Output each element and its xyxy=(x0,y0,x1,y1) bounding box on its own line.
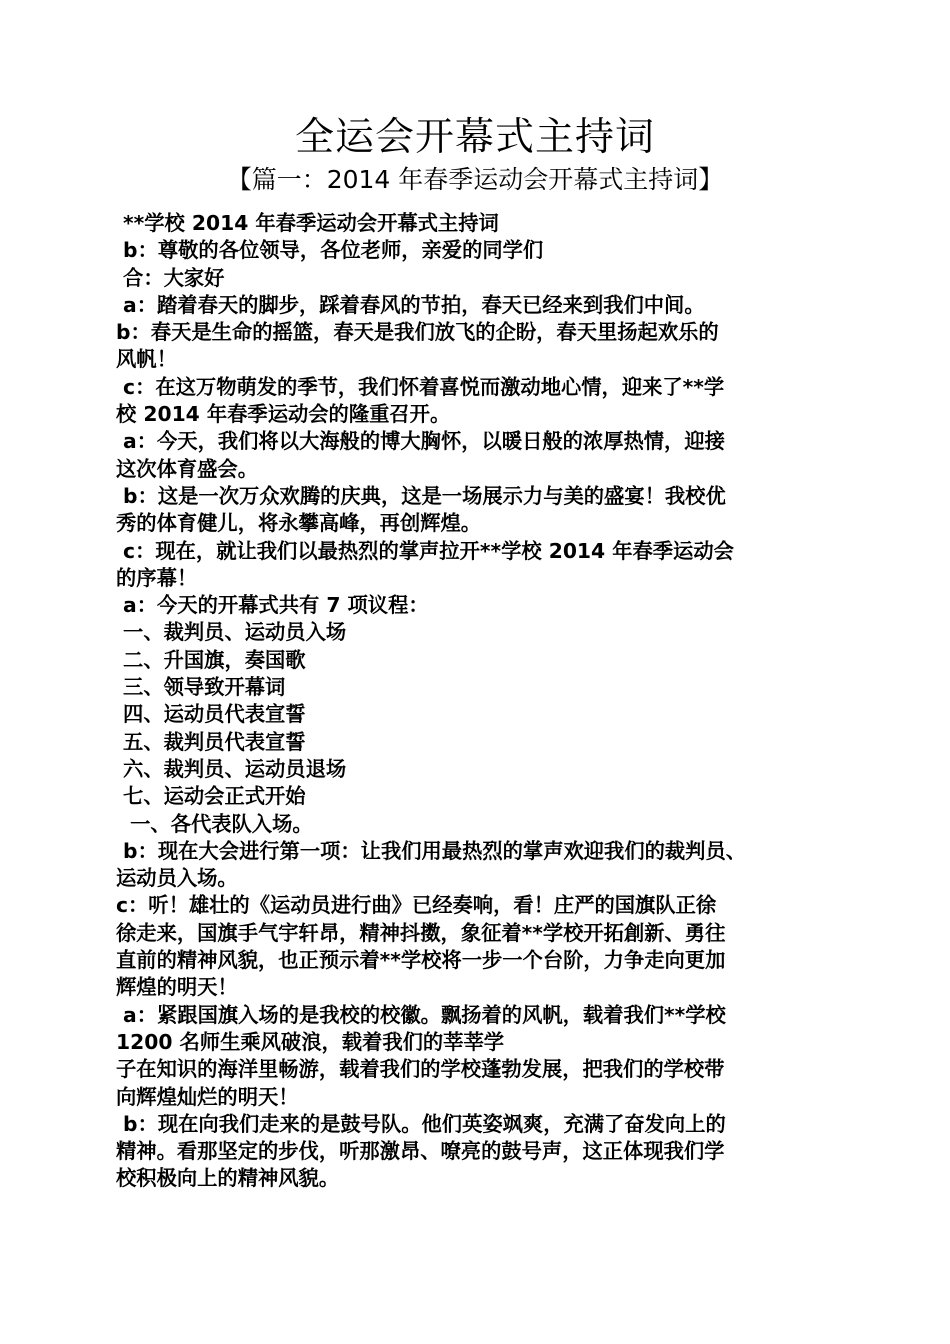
paragraph-line: 七、运动会正式开始 xyxy=(116,784,306,809)
paragraph-line: 1200 名师生乘风破浪，载着我们的莘莘学 xyxy=(116,1029,505,1054)
paragraph-line: a：今天，我们将以大海般的博大胸怀，以暖日般的浓厚热情，迎接 xyxy=(116,429,725,454)
paragraph-line: 风帆！ xyxy=(116,347,177,372)
document-body xyxy=(116,210,856,1193)
paragraph-line: 一、各代表队入场。 xyxy=(116,811,313,836)
paragraph-line: b：这是一次万众欢腾的庆典，这是一场展示力与美的盛宴！我校优 xyxy=(116,483,726,508)
paragraph-line: 二、升国旗，奏国歌 xyxy=(116,647,306,672)
paragraph-line: b：春天是生命的摇篮，春天是我们放飞的企盼，春天里扬起欢乐的 xyxy=(116,320,719,345)
paragraph-line: **学校 2014 年春季运动会开幕式主持词 xyxy=(116,211,499,235)
paragraph-line: 六、裁判员、运动员退场 xyxy=(116,756,347,781)
paragraph-line: 四、运动员代表宣誓 xyxy=(116,702,306,727)
paragraph-line: c：现在，就让我们以最热烈的掌声拉开**学校 2014 年春季运动会 xyxy=(116,538,734,563)
paragraph-line: 运动员入场。 xyxy=(116,866,238,891)
document-title: 全运会开幕式主持词 xyxy=(294,115,655,160)
paragraph-line: c：听！雄壮的《运动员进行曲》已经奏响，看！庄严的国旗队正徐 xyxy=(116,893,717,918)
paragraph-line: 直前的精神风貌，也正预示着**学校将一步一个台阶，力争走向更加 xyxy=(116,948,726,973)
document-subtitle: 【篇一：2014 年春季运动会开幕式主持词】 xyxy=(226,165,724,194)
paragraph-line: 子在知识的海洋里畅游，载着我们的学校蓬勃发展，把我们的学校带 xyxy=(116,1057,725,1082)
paragraph-line: 合：大家好 xyxy=(116,265,225,290)
paragraph-line: 五、裁判员代表宣誓 xyxy=(116,729,306,754)
paragraph-line: 校积极向上的精神风貌。 xyxy=(116,1166,340,1191)
paragraph-line: 的序幕！ xyxy=(116,565,198,590)
paragraph-line: 辉煌的明天！ xyxy=(116,975,238,1000)
paragraph-line: 向辉煌灿烂的明天！ xyxy=(116,1084,299,1109)
paragraph-line: 三、领导致开幕词 xyxy=(116,675,286,700)
paragraph-line: 这次体育盛会。 xyxy=(116,456,258,481)
paragraph-line: a：踏着春天的脚步，踩着春风的节拍，春天已经来到我们中间。 xyxy=(116,292,705,317)
paragraph-line: 秀的体育健儿，将永攀高峰，再创辉煌。 xyxy=(116,511,482,536)
paragraph-line: b：现在大会进行第一项：让我们用最热烈的掌声欢迎我们的裁判员、 xyxy=(116,838,747,863)
paragraph-line: 校 2014 年春季运动会的隆重召开。 xyxy=(116,402,451,427)
paragraph-line: a：紧跟国旗入场的是我校的校徽。飘扬着的风帆，载着我们**学校 xyxy=(116,1002,726,1027)
paragraph-line: a：今天的开幕式共有 7 项议程： xyxy=(116,593,429,618)
paragraph-line: b：现在向我们走来的是鼓号队。他们英姿飒爽，充满了奋发向上的 xyxy=(116,1111,726,1136)
paragraph-line: 一、裁判员、运动员入场 xyxy=(116,620,347,645)
paragraph-line: b：尊敬的各位领导，各位老师，亲爱的同学们 xyxy=(116,238,544,263)
paragraph-line: c：在这万物萌发的季节，我们怀着喜悦而激动地心情，迎来了**学 xyxy=(116,374,725,399)
paragraph-line: 精神。看那坚定的步伐，听那激昂、嘹亮的鼓号声，这正体现我们学 xyxy=(116,1139,725,1164)
paragraph-line: 徐走来，国旗手气宇轩昂，精神抖擞，象征着**学校开拓創新、勇往 xyxy=(116,920,726,945)
